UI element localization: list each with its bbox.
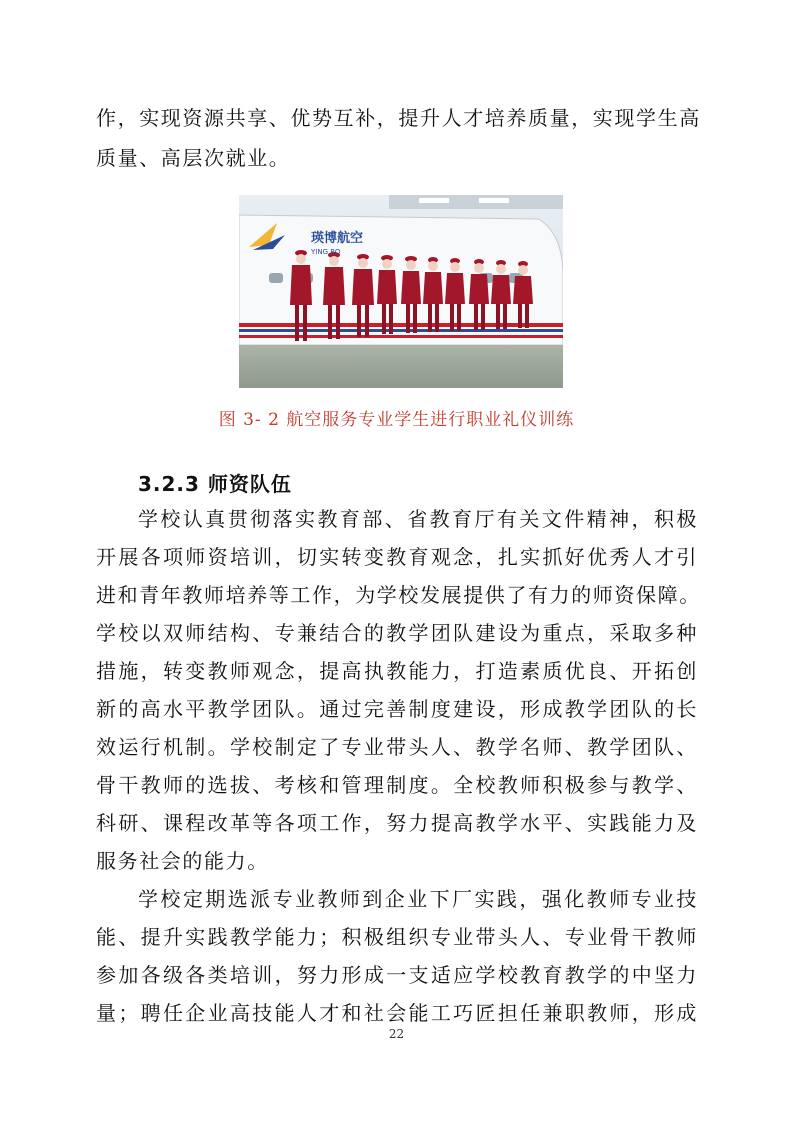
page-number: 22 <box>388 1027 405 1041</box>
text-line: 参加各级各类培训，努力形成一支适应学校教育教学的中坚力 <box>96 963 698 987</box>
text-line: 效运行机制。学校制定了专业带头人、教学名师、教学团队、 <box>96 735 698 759</box>
text-line: 新的高水平教学团队。通过完善制度建设，形成教学团队的长 <box>96 697 698 721</box>
section-heading: 3.2.3 师资队伍 <box>138 472 292 496</box>
banner-subtext: YING BO <box>311 248 341 256</box>
text-line: 学校认真贯彻落实教育部、省教育厅有关文件精神，积极 <box>138 507 698 531</box>
text-line: 科研、课程改革等各项工作，努力提高教学水平、实践能力及 <box>96 811 698 835</box>
text-line: 能、提升实践教学能力；积极组织专业带头人、专业骨干教师 <box>96 925 698 949</box>
text-line: 措施，转变教师观念，提高执教能力，打造素质优良、开拓创 <box>96 659 698 683</box>
text-line: 骨干教师的选拔、考核和管理制度。全校教师积极参与教学、 <box>96 773 698 797</box>
figure-caption: 图 3- 2 航空服务专业学生进行职业礼仪训练 <box>218 410 575 430</box>
figure-photo <box>239 195 563 388</box>
text-line: 服务社会的能力。 <box>96 849 269 873</box>
text-line: 学校以双师结构、专兼结合的教学团队建设为重点，采取多种 <box>96 621 698 645</box>
text-line: 学校定期选派专业教师到企业下厂实践，强化教师专业技 <box>138 887 698 911</box>
text-line: 质量、高层次就业。 <box>96 146 291 170</box>
text-line: 开展各项师资培训，切实转变教育观念，扎实抓好优秀人才引 <box>96 545 698 569</box>
banner-text: 瑛博航空 <box>311 231 364 246</box>
text-line: 量；聘任企业高技能人才和社会能工巧匠担任兼职教师，形成 <box>96 1001 698 1025</box>
text-line: 进和青年教师培养等工作，为学校发展提供了有力的师资保障。 <box>96 583 701 607</box>
text-line: 作，实现资源共享、优势互补，提升人才培养质量，实现学生高 <box>96 106 701 130</box>
